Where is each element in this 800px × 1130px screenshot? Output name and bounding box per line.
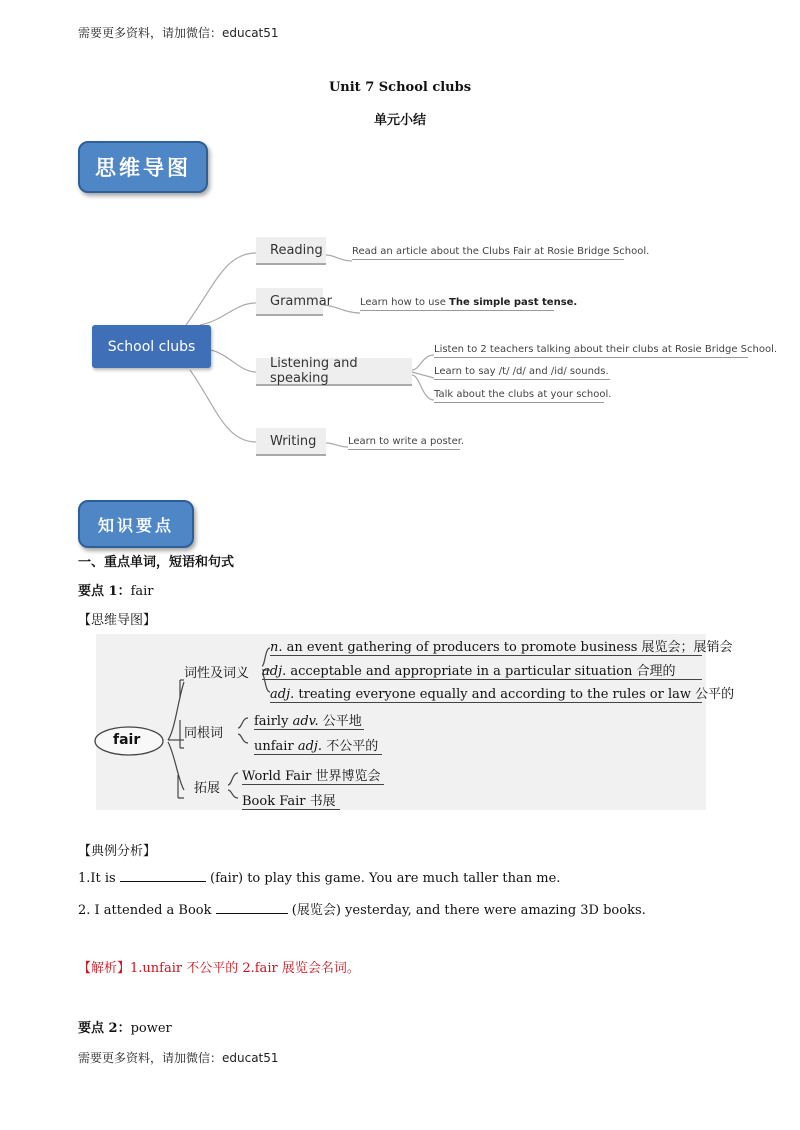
fair-def-1: n. an event gathering of producers to promote business 展览会；展销会 [270,636,702,656]
point-2: 要点 2：power [78,1021,172,1036]
branch-reading: Reading [256,237,326,265]
question-2: 2. I attended a Book (展览会) yesterday, and there were amazing 3D books. [78,903,646,918]
section-heading: 一、重点单词，短语和句式 [78,555,235,570]
fair-root-2: unfair adj. 不公平的 [254,735,382,755]
mindmap-label: 【思维导图】 [78,613,157,628]
fair-center: fair [113,732,141,748]
leaf-listening-1: Listen to 2 teachers talking about their clubs at Rosie Bridge School. [434,344,748,358]
page-title: Unit 7 School clubs [328,80,472,95]
fair-def-2: adj. acceptable and appropriate in a particular situation 合理的 [262,660,702,680]
point-1: 要点 1：fair [78,584,154,599]
mindmap-badge: 思维导图 [78,141,208,193]
answer-explanation: 【解析】1.unfair 不公平的 2.fair 展览会名词。 [78,961,360,976]
group-roots: 同根词 [184,726,224,741]
leaf-reading: Read an article about the Clubs Fair at Rosie Bridge School. [352,246,624,260]
group-extend: 拓展 [194,781,221,796]
page-subtitle: 单元小结 [373,113,426,128]
branch-writing: Writing [256,428,326,456]
fair-def-3: adj. treating everyone equally and according to the rules or law 公平的 [270,683,702,703]
page-footer: 需要更多资料，请加微信：educat51 [78,1051,279,1065]
branch-listening-speaking: Listening and speaking [256,358,412,386]
leaf-writing: Learn to write a poster. [348,436,460,450]
mindmap-root: School clubs [92,325,211,368]
leaf-listening-3: Talk about the clubs at your school. [434,389,604,403]
question-1: 1.It is (fair) to play this game. You are much taller than me. [78,871,561,886]
fair-connectors [0,630,800,820]
group-pos: 词性及词义 [184,666,250,681]
fair-root-1: fairly adv. 公平地 [254,710,364,730]
example-label: 【典例分析】 [78,844,157,859]
knowledge-badge: 知识要点 [78,500,194,548]
fair-extend-1: World Fair 世界博览会 [242,765,384,785]
blank-1[interactable] [120,869,206,882]
leaf-listening-2: Learn to say /t/ /d/ and /id/ sounds. [434,366,610,380]
blank-2[interactable] [216,901,288,914]
page-header: 需要更多资料，请加微信：educat51 [78,26,279,40]
branch-grammar: Grammar [256,288,323,316]
leaf-grammar: Learn how to use The simple past tense. [360,297,554,311]
fair-extend-2: Book Fair 书展 [242,790,340,810]
